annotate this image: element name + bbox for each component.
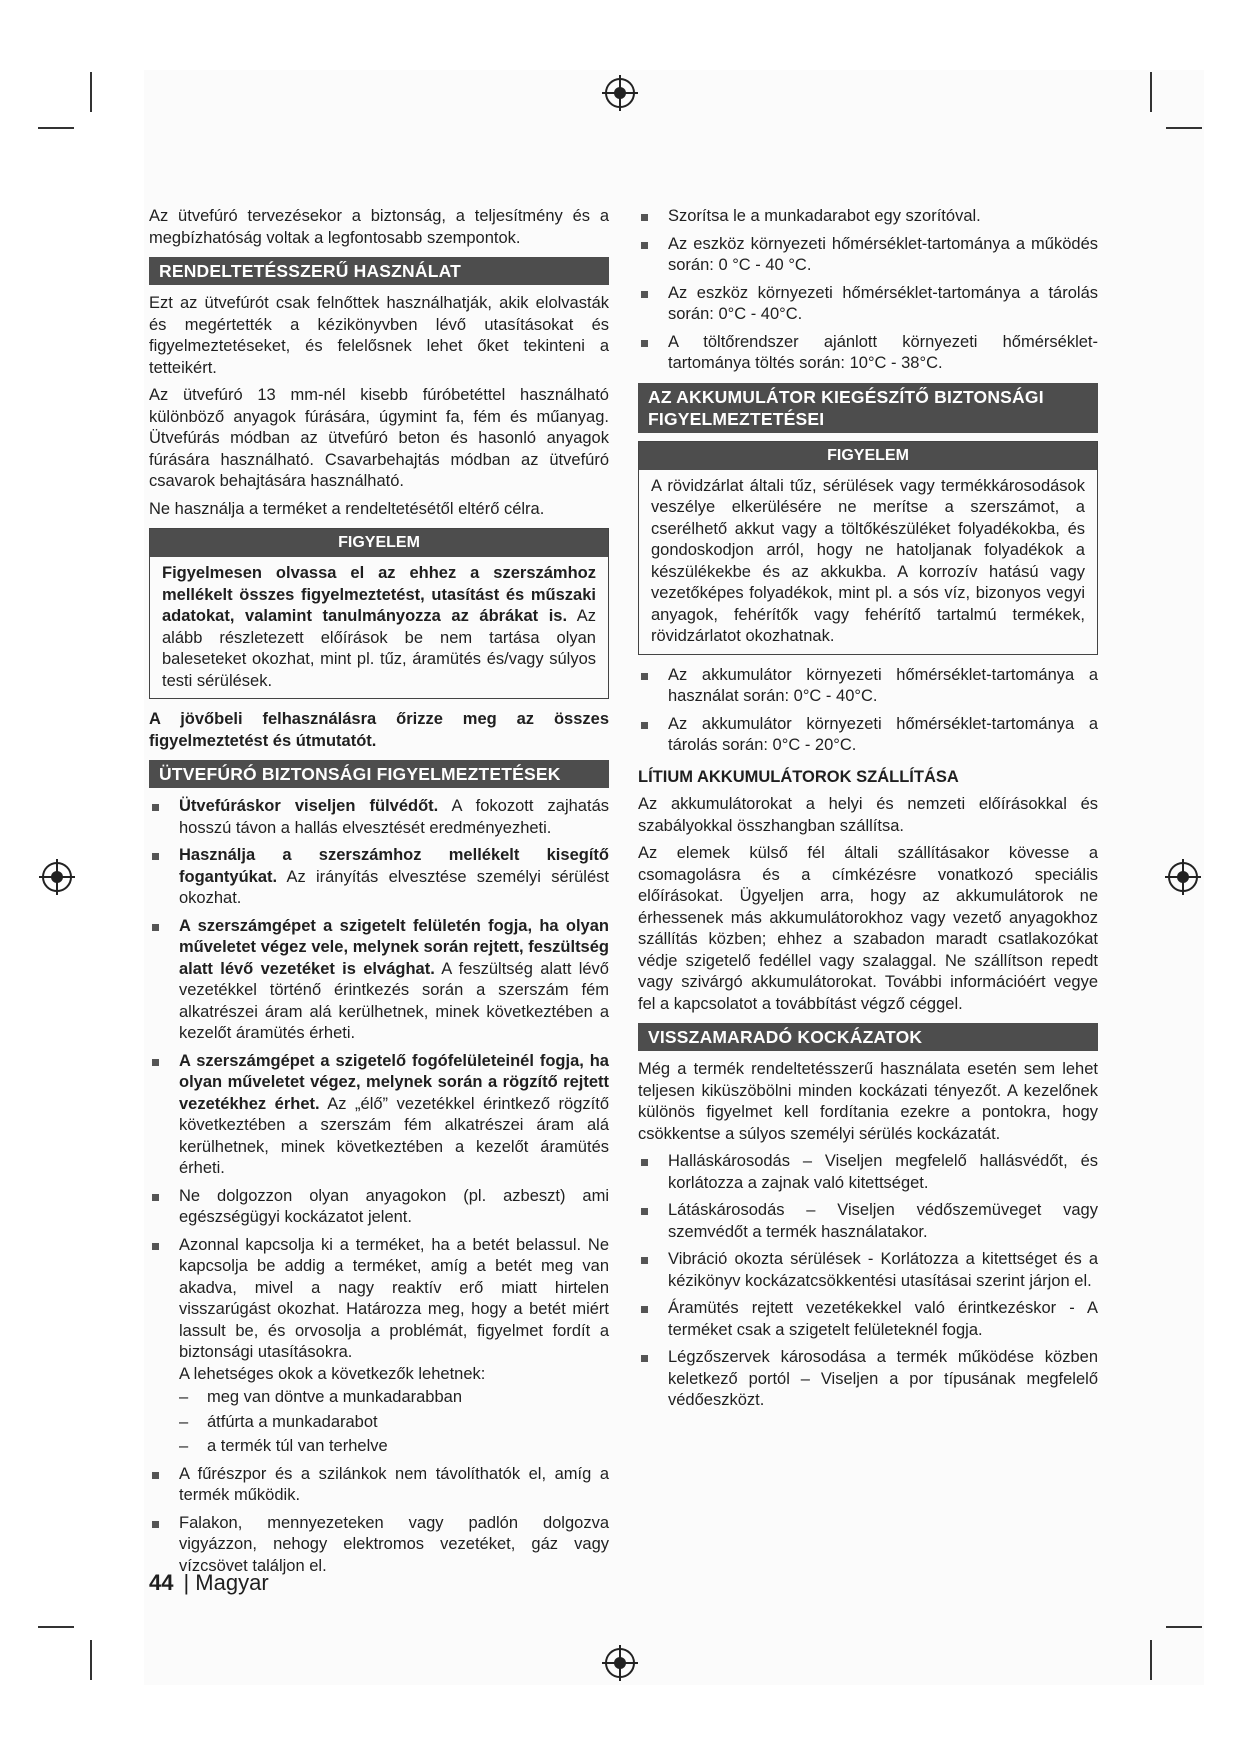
transport-paragraph: Az elemek külső fél általi szállításakor kövesse a csomagolásra és a címkézésre vonatkozó speciális előírásokat. Ügyeljen arra, hogy az akkumulátorok ne érhessenek más akkumulátorokhoz vagy vezető anyagokhoz szállítás közben; ehhez a szabadon maradt csatlakozókat védje szigetelő fedéllel vagy szalaggal. Ne szállítson repedt vagy szivárgó akkumulátorokat. További információért vegye fel a kapcsolatot a továbbítást végző céggel. bbox=[638, 844, 1098, 1013]
list-item: Ne dolgozzon olyan anyagokon (pl. azbeszt) ami egészségügyi kockázatot jelent. bbox=[149, 1186, 609, 1229]
intended-use-paragraph: Ezt az ütvefúrót csak felnőttek használhatják, akik elolvasták és megértették a kézikönyvben lévő utasításokat és figyelmeztetéseket, és felelősnek lehet őket tekinteni a tetteikért. bbox=[149, 294, 609, 377]
list-item: Az akkumulátor környezeti hőmérséklet-tartománya a tárolás során: 0°C - 20°C. bbox=[638, 714, 1098, 757]
residual-list bbox=[638, 1151, 1098, 1412]
residual-intro: Még a termék rendeltetésszerű használata esetén sem lehet teljesen kiküszöbölni minden kockázati tényezőt. A kezelőnek különös figyelmet kell fordítania ezekre a pontokra, hogy csökkentse a súlyos személyi sérülés kockázatát. bbox=[638, 1060, 1098, 1143]
page-footer bbox=[149, 1570, 269, 1596]
cause-item: – a termék túl van terhelve bbox=[179, 1436, 609, 1458]
section-heading-battery-safety: AZ AKKUMULÁTOR KIEGÉSZÍTŐ BIZTONSÁGI FIGYELMEZTETÉSEI bbox=[638, 383, 1098, 433]
warning-body bbox=[639, 470, 1097, 654]
drill-safety-list bbox=[149, 796, 609, 1577]
list-item: Az eszköz környezeti hőmérséklet-tartománya a tárolás során: 0°C - 40°C. bbox=[638, 283, 1098, 326]
right-column bbox=[638, 206, 1098, 1418]
registration-mark-icon bbox=[1168, 862, 1198, 892]
intended-use-paragraph: Az ütvefúró 13 mm-nél kisebb fúróbetéttel használható különböző anyagok fúrására, úgymint fa, fém és műanyag. Ütvefúrás módban az ütvefúró beton és hasonló anyagok fúrására használható. Csavarbehajtás módban az ütvefúró csavarok behajtására használható. bbox=[149, 386, 609, 490]
causes-list bbox=[179, 1387, 609, 1458]
list-item: Falakon, mennyezeteken vagy padlón dolgozva vigyázzon, nehogy elektromos vezetéket, gáz vagy vízcsövet találjon el. bbox=[149, 1513, 609, 1578]
section-heading-residual-risks: VISSZAMARADÓ KOCKÁZATOK bbox=[638, 1023, 1098, 1051]
list-item: Áramütés rejtett vezetékekkel való érintkezéskor - A terméket csak a szigetelt felületeknél fogja. bbox=[638, 1298, 1098, 1341]
list-item: Légzőszervek károsodása a termék működése közben keletkező portól – Viseljen a por típusának megfelelő védőeszközt. bbox=[638, 1347, 1098, 1412]
transport-paragraph: Az akkumulátorokat a helyi és nemzeti előírásokkal és szabályokkal összhangban szállítsa. bbox=[638, 795, 1098, 835]
drill-safety-list-continued bbox=[638, 206, 1098, 375]
warning-body bbox=[150, 557, 608, 698]
crop-mark bbox=[1150, 72, 1152, 112]
left-column bbox=[149, 206, 609, 1583]
warning-heading: FIGYELEM bbox=[150, 529, 608, 557]
list-item: Ütvefúráskor viseljen fülvédőt. A fokozott zajhatás hosszú távon a hallás elvesztését eredményezheti. bbox=[149, 796, 609, 839]
section-heading-transport: LÍTIUM AKKUMULÁTOROK SZÁLLÍTÁSA bbox=[638, 767, 959, 786]
intended-use-paragraph: Ne használja a terméket a rendeltetésétől eltérő célra. bbox=[149, 499, 545, 518]
list-item: Használja a szerszámhoz mellékelt kisegítő fogantyúkat. Az irányítás elvesztése személyi sérülést okozhat. bbox=[149, 845, 609, 910]
list-item: Vibráció okozta sérülések - Korlátozza a kitettséget és a kézikönyv kockázatcsökkentési utasításai szerint járjon el. bbox=[638, 1249, 1098, 1292]
crop-mark bbox=[1166, 1626, 1202, 1628]
cause-item: – meg van döntve a munkadarabban bbox=[179, 1387, 609, 1409]
list-item: Azonnal kapcsolja ki a terméket, ha a betét belassul. Ne kapcsolja be addig a terméket, amíg a betét meg van akadva, mivel a nagy reaktív erő miatt hirtelen visszarúgást okozhat. Határozza meg, hogy a betét miért lassult be, és orvosolja a problémát, figyelmet fordít a biztonsági utasításokra. A lehetséges okok a következők lehetnek: – meg van döntve a munkadarabban – átfúrta a munkadarabot – a termék túl van terhelve bbox=[149, 1235, 609, 1458]
crop-mark bbox=[90, 1640, 92, 1680]
registration-mark-icon bbox=[42, 862, 72, 892]
list-item: A szerszámgépet a szigetelő fogófelületeinél fogja, ha olyan műveletet végez, melynek során a rögzítő rejtett vezetékhez érhet. Az „élő” vezetékkel érintkező rögzítő következtében a szerszám fém alkatrészei áram alá kerülhetnek, minek következtében a kezelőt áramütés érheti. bbox=[149, 1051, 609, 1180]
battery-list bbox=[638, 665, 1098, 757]
section-heading-drill-safety: ÜTVEFÚRÓ BIZTONSÁGI FIGYELMEZTETÉSEK bbox=[149, 760, 609, 788]
crop-mark bbox=[1150, 1640, 1152, 1680]
page-number: 44 bbox=[149, 1570, 174, 1595]
list-item: A töltőrendszer ajánlott környezeti hőmérséklet-tartománya töltés során: 10°C - 38°C. bbox=[638, 332, 1098, 375]
warning-text: Az alább részletezett előírások be nem tartása olyan baleseteket okozhat, mint pl. tűz, áramütés és/vagy súlyos testi sérülések. bbox=[162, 607, 596, 690]
footer-language: | Magyar bbox=[183, 1570, 269, 1595]
registration-mark-icon bbox=[605, 78, 635, 108]
battery-warning-box bbox=[638, 441, 1098, 655]
crop-mark bbox=[90, 72, 92, 112]
cause-item: – átfúrta a munkadarabot bbox=[179, 1412, 609, 1434]
warning-text: A rövidzárlat általi tűz, sérülések vagy termékkárosodások veszélye elkerülésére ne merítse a szerszámot, a cserélhető akkut vagy a töltőkészüléket folyadékokba, és gondoskodjon arról, hogy ne hatoljanak folyadékok a készülékekbe és az akkukba. A korrozív hatású vagy vezetőképes folyadékok, mint pl. a sós víz, bizonyos vegyi anyagok, fehérítők vagy fehérítő tartalmú termékek, rövidzárlatot okozhatnak. bbox=[651, 476, 1085, 645]
list-item: A szerszámgépet a szigetelt felületén fogja, ha olyan műveletet végez vele, melynek során rejtett, feszültség alatt lévő vezetéket is elvághat. A feszültség alatt lévő vezetékkel történő érintkezés során a szerszám fém alkatrészei áram alá kerülhetnek, minek következtében a kezelőt áramütés érheti. bbox=[149, 916, 609, 1045]
warning-bold-text: Figyelmesen olvassa el az ehhez a szerszámhoz mellékelt összes figyelmeztetést, utasítást és műszaki adatokat, valamint tanulmányozza az ábrákat is. bbox=[162, 564, 596, 625]
warning-heading: FIGYELEM bbox=[639, 442, 1097, 470]
warning-box bbox=[149, 528, 609, 699]
list-item: A fűrészpor és a szilánkok nem távolíthatók el, amíg a termék működik. bbox=[149, 1464, 609, 1507]
keep-instructions-notice: A jövőbeli felhasználásra őrizze meg az összes figyelmeztetést és útmutatót. bbox=[149, 710, 609, 750]
registration-mark-icon bbox=[605, 1648, 635, 1678]
crop-mark bbox=[38, 127, 74, 129]
crop-mark bbox=[1166, 127, 1202, 129]
list-item: Halláskárosodás – Viseljen megfelelő hallásvédőt, és korlátozza a zajnak való kitettséget. bbox=[638, 1151, 1098, 1194]
list-item: Az eszköz környezeti hőmérséklet-tartománya a működés során: 0 °C - 40 °C. bbox=[638, 234, 1098, 277]
causes-intro: A lehetséges okok a következők lehetnek: bbox=[179, 1364, 486, 1383]
list-item: Szorítsa le a munkadarabot egy szorítóval. bbox=[638, 206, 1098, 228]
section-heading-intended-use: RENDELTETÉSSZERŰ HASZNÁLAT bbox=[149, 257, 609, 285]
crop-mark bbox=[38, 1626, 74, 1628]
list-item: Látáskárosodás – Viseljen védőszemüveget vagy szemvédőt a termék használatakor. bbox=[638, 1200, 1098, 1243]
list-item: Az akkumulátor környezeti hőmérséklet-tartománya a használat során: 0°C - 40°C. bbox=[638, 665, 1098, 708]
intro-text: Az ütvefúró tervezésekor a biztonság, a teljesítmény és a megbízhatóság voltak a legfontosabb szempontok. bbox=[149, 207, 609, 247]
